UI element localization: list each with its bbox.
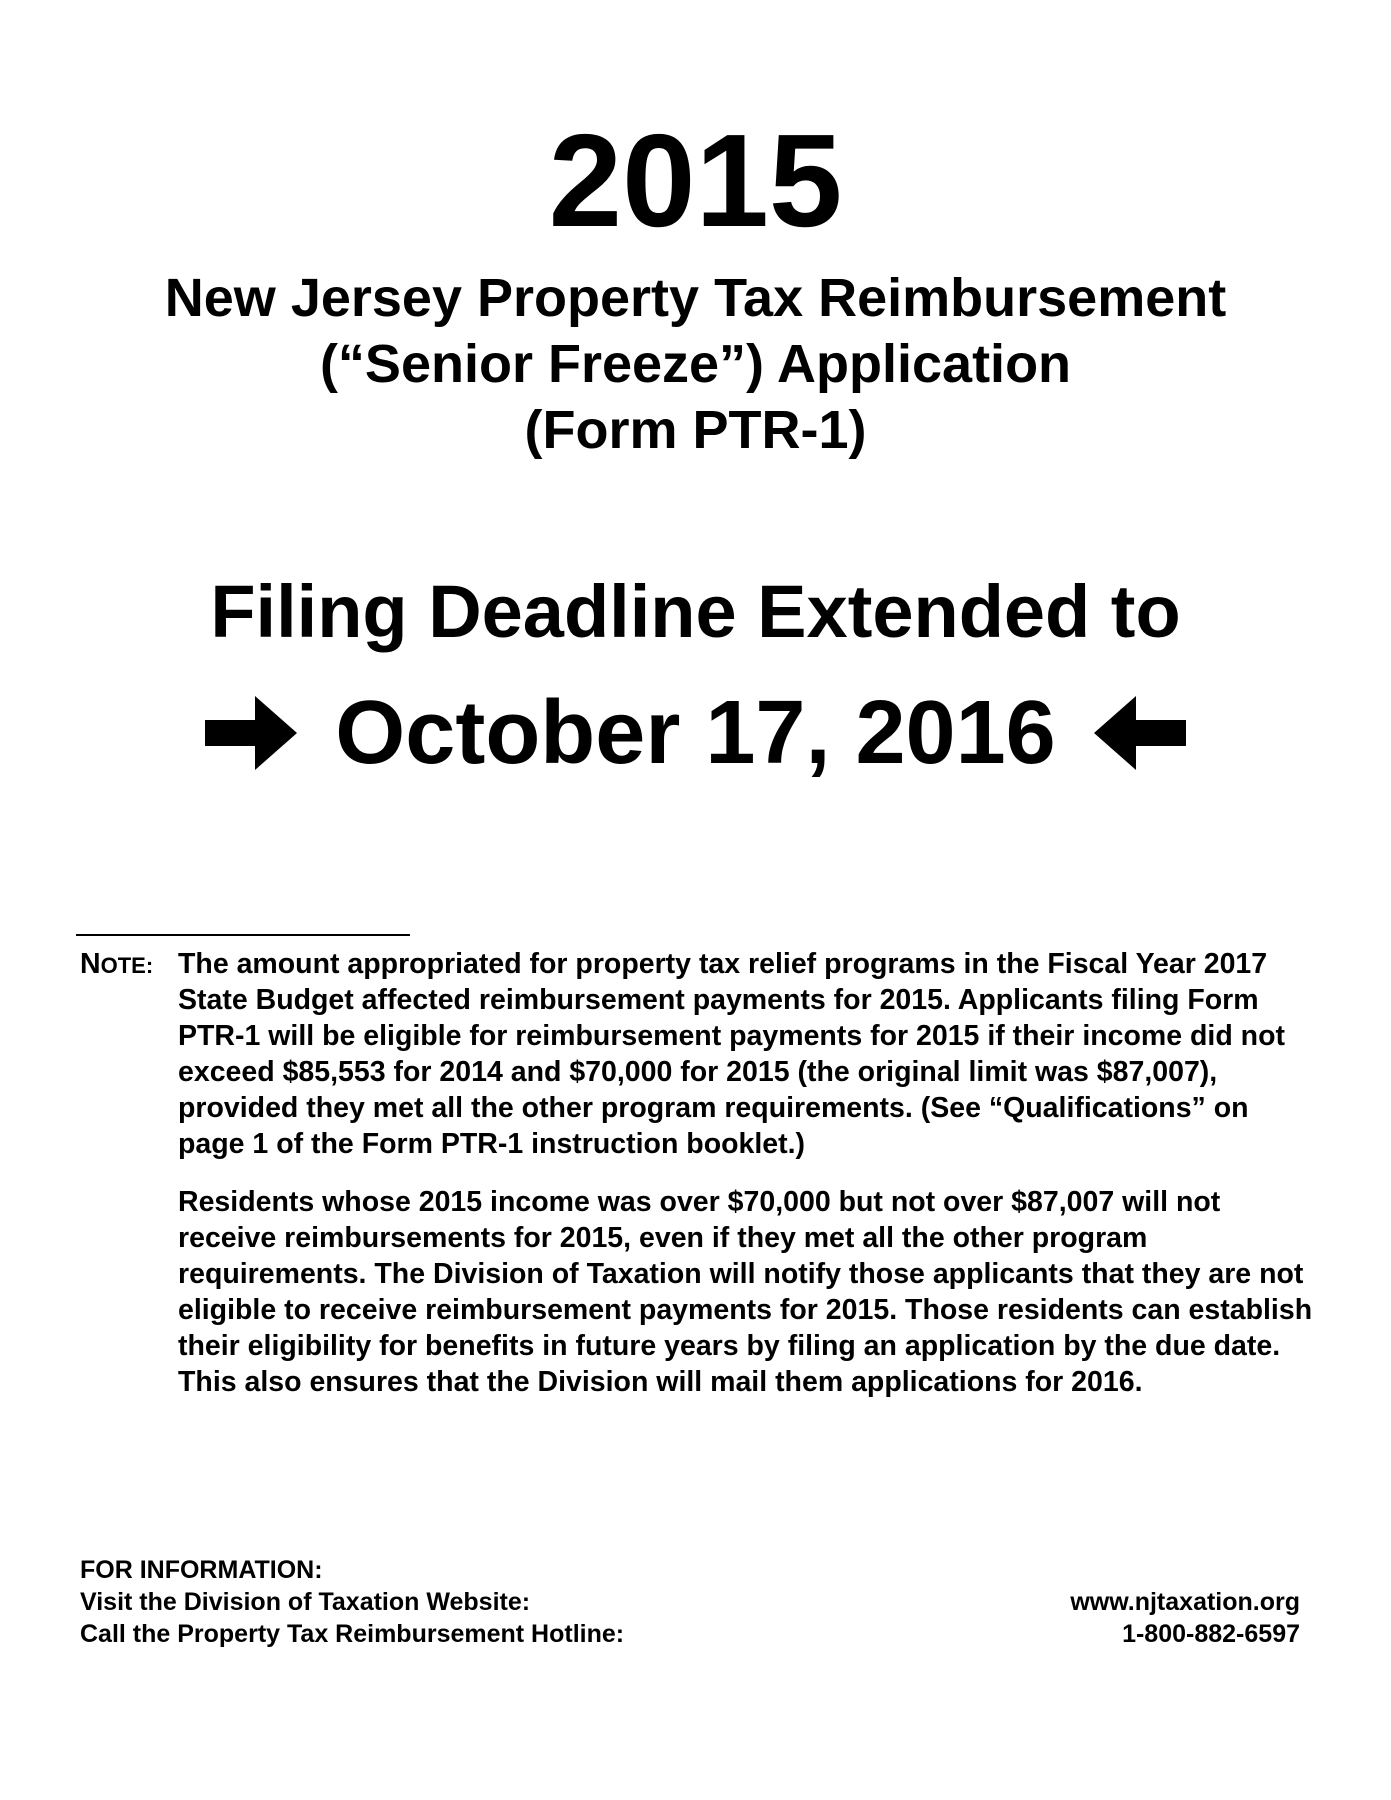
deadline-label: Filing Deadline Extended to — [210, 570, 1181, 653]
website-row — [80, 1586, 1300, 1618]
arrow-left-icon — [1094, 696, 1186, 770]
hotline-number: 1-800-882-6597 — [1122, 1620, 1300, 1648]
note-label-rest: OTE: — [100, 953, 154, 978]
hotline-label: Call the Property Tax Reimbursement Hotline: — [80, 1620, 625, 1648]
form-title-line-2: (“Senior Freeze”) Application — [319, 334, 1072, 394]
note-section — [80, 946, 1320, 1422]
website-label: Visit the Division of Taxation Website: — [80, 1588, 531, 1616]
form-year: 2015 — [548, 107, 843, 254]
hotline-row — [80, 1618, 1300, 1650]
website-link[interactable]: www.njtaxation.org — [1070, 1588, 1300, 1616]
deadline-row — [0, 683, 1391, 783]
info-heading: FOR INFORMATION: — [80, 1556, 323, 1584]
note-paragraph: The amount appropriated for property tax relief programs in the Fiscal Year 2017 State Budget affected reimbursement payments for 2015. Applicants filing Form PTR-1 will be eligible for reimbursement payments for 2015 if their income did not exceed $85,553 for 2014 and $70,000 for 2015 (the original limit was $87,007), provided they met all the other program requirements. (See “Qualifications” on page 1 of the Form PTR-1 instruction booklet.) — [178, 948, 1285, 1160]
form-title-line-3: (Form PTR-1) — [524, 400, 867, 460]
contact-info — [80, 1554, 1300, 1650]
section-divider — [76, 934, 410, 936]
form-title-line-1: New Jersey Property Tax Reimbursement — [164, 268, 1227, 328]
arrow-right-icon — [205, 696, 297, 770]
note-label-initial: N — [80, 948, 101, 980]
deadline-date: October 17, 2016 — [335, 683, 1056, 783]
note-label — [80, 946, 153, 984]
note-body — [178, 946, 1320, 1400]
note-paragraph: Residents whose 2015 income was over $70,000 but not over $87,007 will not receive reimbursements for 2015, even if they met all the other program requirements. The Division of Taxation will notify those applicants that they are not eligible to receive reimbursement payments for 2015. Those residents can establish their eligibility for benefits in future years by filing an application by the due date. This also ensures that the Division will mail them applications for 2016. — [178, 1186, 1313, 1398]
